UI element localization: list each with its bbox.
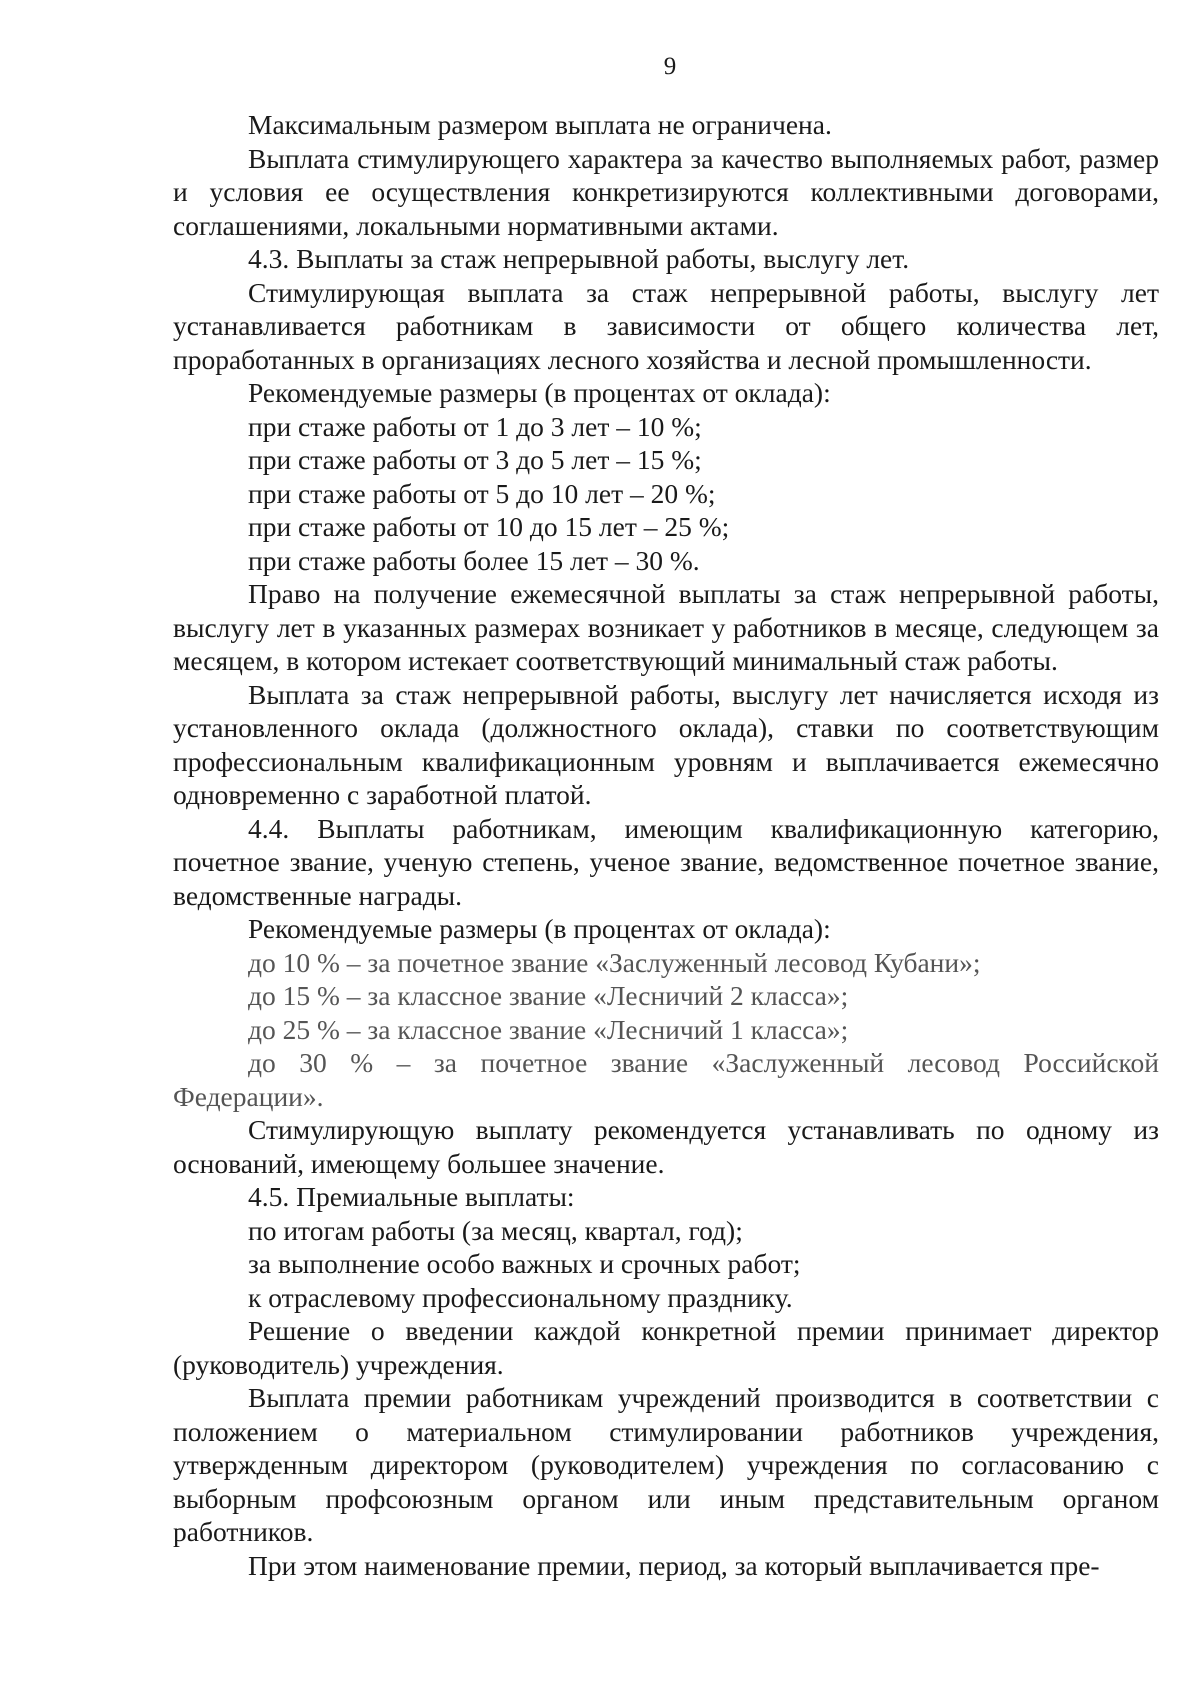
paragraph: Максимальным размером выплата не ограничена.	[248, 109, 832, 140]
paragraph: Выплата премии работникам учреждений производится в соответствии с положением о материальном стимулировании работников учреждения, утвержденным директором (руководителем) учреждения по согласованию с выборным профсоюзным органом или иным представительным органом работников.	[173, 1382, 1159, 1547]
paragraph: Рекомендуемые размеры (в процентах от оклада):	[248, 913, 831, 944]
paragraph: Выплата за стаж непрерывной работы, выслугу лет начисляется исходя из установленного оклада (должностного оклада), ставки по соответствующим профессиональным квалификационным уровням и выплачивается ежемесячно одновременно с заработной платой.	[173, 678, 1159, 810]
paragraph: Решение о введении каждой конкретной премии принимает директор (руководитель) учреждения.	[173, 1315, 1159, 1380]
list-item: при стаже работы от 10 до 15 лет – 25 %;	[248, 511, 730, 542]
paragraph: Стимулирующую выплату рекомендуется устанавливать по одному из оснований, имеющему большее значение.	[173, 1114, 1159, 1179]
list-item: к отраслевому профессиональному празднику.	[248, 1281, 793, 1313]
section-heading: 4.4. Выплаты работникам, имеющим квалификационную категорию, почетное звание, ученую степень, ученое звание, ведомственное почетное звание, ведомственные награды.	[173, 812, 1159, 911]
paragraph: При этом наименование премии, период, за который выплачивается пре-	[248, 1549, 1100, 1581]
page-number: 9	[663, 53, 677, 80]
list-item: за выполнение особо важных и срочных работ;	[248, 1248, 801, 1279]
document-body	[173, 108, 1159, 1582]
list-item: по итогам работы (за месяц, квартал, год);	[248, 1214, 743, 1246]
paragraph: Рекомендуемые размеры (в процентах от оклада):	[248, 377, 831, 408]
paragraph: Стимулирующая выплата за стаж непрерывной работы, выслугу лет устанавливается работникам в зависимости от общего количества лет, проработанных в организациях лесного хозяйства и лесной промышленности.	[173, 276, 1159, 375]
paragraph: Выплата стимулирующего характера за качество выполняемых работ, размер и условия ее осуществления конкретизируются коллективными договорами, соглашениями, локальными нормативными актами.	[173, 142, 1159, 241]
list-item: до 25 % – за классное звание «Лесничий 1 класса»;	[248, 1013, 849, 1045]
list-item: до 15 % – за классное звание «Лесничий 2 класса»;	[248, 980, 849, 1011]
list-item: до 10 % – за почетное звание «Заслуженный лесовод Кубани»;	[248, 946, 981, 978]
section-heading: 4.5. Премиальные выплаты:	[248, 1181, 575, 1212]
paragraph: Право на получение ежемесячной выплаты за стаж непрерывной работы, выслугу лет в указанных размерах возникает у работников в месяце, следующем за месяцем, в котором истекает соответствующий минимальный стаж работы.	[173, 578, 1159, 676]
list-item: до 30 % – за почетное звание «Заслуженный лесовод Российской Федерации».	[173, 1047, 1159, 1112]
section-heading: 4.3. Выплаты за стаж непрерывной работы, выслугу лет.	[248, 243, 910, 274]
list-item: при стаже работы от 5 до 10 лет – 20 %;	[248, 477, 716, 509]
list-item: при стаже работы от 1 до 3 лет – 10 %;	[248, 410, 702, 442]
list-item: при стаже работы более 15 лет – 30 %.	[248, 544, 700, 576]
list-item: при стаже работы от 3 до 5 лет – 15 %;	[248, 444, 702, 475]
